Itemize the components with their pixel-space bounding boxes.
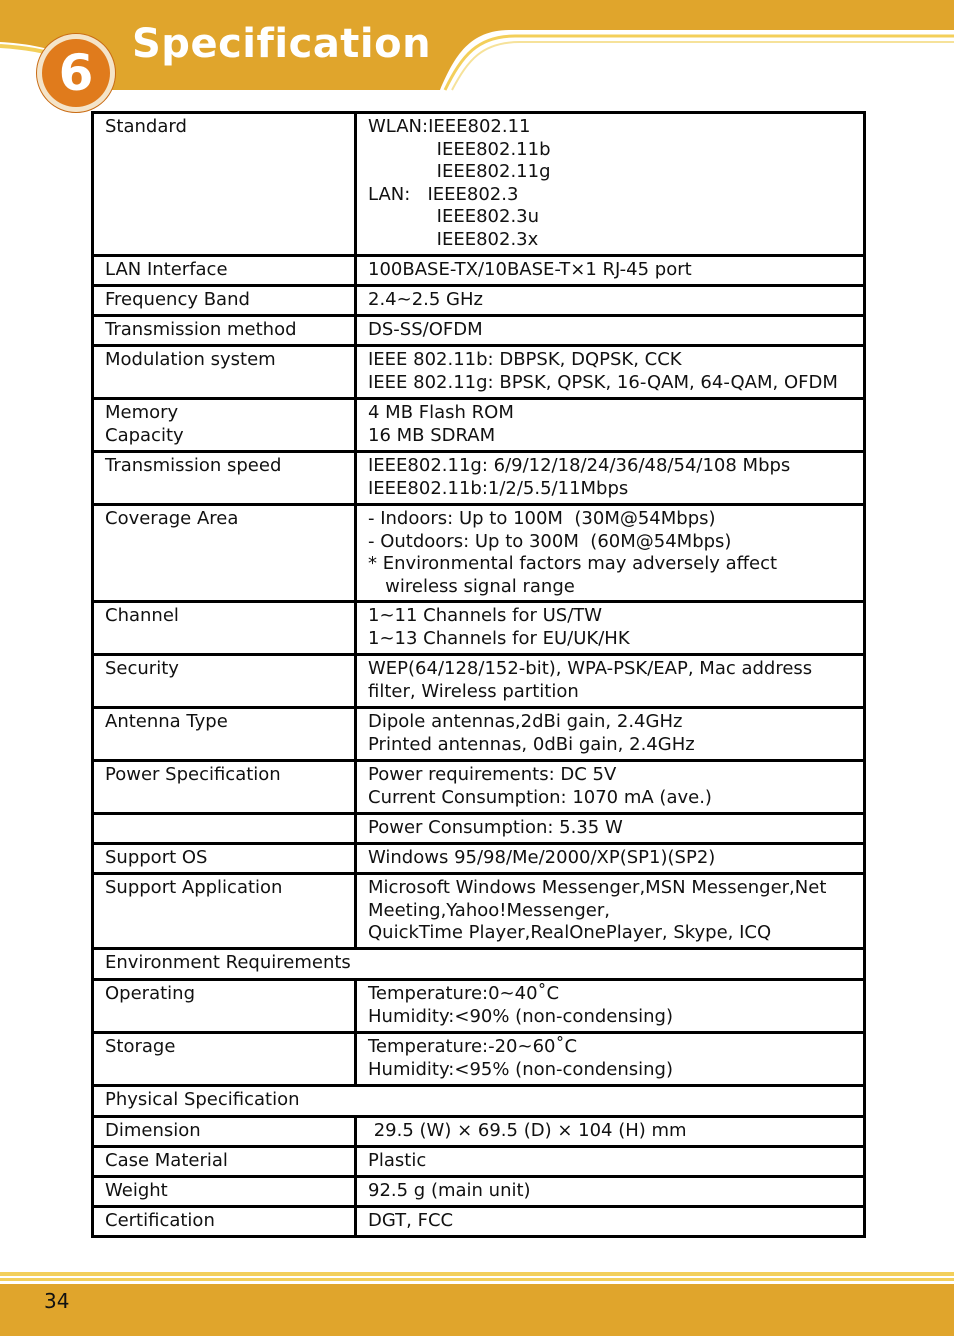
spec-value: DGT, FCC — [356, 1207, 865, 1237]
spec-value: Power Consumption: 5.35 W — [356, 814, 865, 844]
table-row — [93, 505, 865, 602]
spec-value: WEP(64/128/152-bit), WPA-PSK/EAP, Mac address filter, Wireless partition — [356, 655, 865, 708]
physical-heading: Physical Specification — [93, 1086, 865, 1117]
table-row — [93, 1177, 865, 1207]
spec-label: Transmission speed — [93, 452, 356, 505]
table-row — [93, 113, 865, 256]
spec-value: 1~11 Channels for US/TW 1~13 Channels for EU/UK/HK — [356, 602, 865, 655]
table-row — [93, 1033, 865, 1086]
chapter-header — [0, 0, 954, 120]
spec-value: 2.4~2.5 GHz — [356, 286, 865, 316]
table-row — [93, 844, 865, 874]
footer-band — [0, 1284, 954, 1336]
spec-label: Modulation system — [93, 346, 356, 399]
spec-value: Windows 95/98/Me/2000/XP(SP1)(SP2) — [356, 844, 865, 874]
spec-label: Support Application — [93, 874, 356, 949]
spec-label: Certification — [93, 1207, 356, 1237]
spec-value: WLAN:IEEE802.11 IEEE802.11b IEEE802.11g LAN: IEEE802.3 IEEE802.3u IEEE802.3x — [356, 113, 865, 256]
table-row — [93, 1117, 865, 1147]
spec-value: 4 MB Flash ROM 16 MB SDRAM — [356, 399, 865, 452]
page-title: Specification — [132, 21, 432, 67]
table-row — [93, 874, 865, 949]
spec-label: Transmission method — [93, 316, 356, 346]
table-row — [93, 256, 865, 286]
spec-label: Operating — [93, 980, 356, 1033]
spec-label: Weight — [93, 1177, 356, 1207]
specification-table — [91, 111, 866, 1238]
table-row — [93, 316, 865, 346]
environment-heading: Environment Requirements — [93, 949, 865, 980]
spec-value: Power requirements: DC 5V Current Consumption: 1070 mA (ave.) — [356, 761, 865, 814]
spec-value: Temperature:0~40˚C Humidity:<90% (non-condensing) — [356, 980, 865, 1033]
spec-label: Security — [93, 655, 356, 708]
spec-label: Standard — [93, 113, 356, 256]
table-row — [93, 1207, 865, 1237]
spec-label: Coverage Area — [93, 505, 356, 602]
spec-label: Frequency Band — [93, 286, 356, 316]
spec-value: - Indoors: Up to 100M (30M@54Mbps) - Outdoors: Up to 300M (60M@54Mbps) * Environmental factors may adversely affect wireless signal range — [356, 505, 865, 602]
table-row — [93, 761, 865, 814]
table-row — [93, 452, 865, 505]
table-row — [93, 655, 865, 708]
spec-label: Antenna Type — [93, 708, 356, 761]
table-row — [93, 980, 865, 1033]
spec-label: Support OS — [93, 844, 356, 874]
spec-label: Memory Capacity — [93, 399, 356, 452]
spec-value: Plastic — [356, 1147, 865, 1177]
footer-accent-line — [0, 1272, 954, 1276]
page-number: 34 — [44, 1289, 70, 1313]
spec-label — [93, 814, 356, 844]
spec-label: Channel — [93, 602, 356, 655]
spec-value: Microsoft Windows Messenger,MSN Messenger,Net Meeting,Yahoo!Messenger, QuickTime Player,RealOnePlayer, Skype, ICQ — [356, 874, 865, 949]
spec-value: 100BASE-TX/10BASE-T×1 RJ-45 port — [356, 256, 865, 286]
spec-value: 92.5 g (main unit) — [356, 1177, 865, 1207]
chapter-badge — [37, 34, 115, 112]
table-row — [93, 814, 865, 844]
spec-value: IEEE 802.11b: DBPSK, DQPSK, CCK IEEE 802.11g: BPSK, QPSK, 16-QAM, 64-QAM, OFDM — [356, 346, 865, 399]
table-row — [93, 346, 865, 399]
table-row — [93, 602, 865, 655]
spec-label: Dimension — [93, 1117, 356, 1147]
section-heading-row — [93, 949, 865, 980]
chapter-number: 6 — [58, 44, 94, 102]
table-row — [93, 399, 865, 452]
footer-accent-line — [0, 1278, 954, 1281]
spec-label: Case Material — [93, 1147, 356, 1177]
table-row — [93, 1147, 865, 1177]
table-row — [93, 286, 865, 316]
table-row — [93, 708, 865, 761]
spec-label: Power Specification — [93, 761, 356, 814]
spec-value: DS-SS/OFDM — [356, 316, 865, 346]
spec-value: Temperature:-20~60˚C Humidity:<95% (non-condensing) — [356, 1033, 865, 1086]
spec-value: IEEE802.11g: 6/9/12/18/24/36/48/54/108 Mbps IEEE802.11b:1/2/5.5/11Mbps — [356, 452, 865, 505]
spec-value: Dipole antennas,2dBi gain, 2.4GHz Printed antennas, 0dBi gain, 2.4GHz — [356, 708, 865, 761]
page-footer — [0, 1272, 954, 1336]
section-heading-row — [93, 1086, 865, 1117]
spec-label: Storage — [93, 1033, 356, 1086]
spec-label: LAN Interface — [93, 256, 356, 286]
spec-value: 29.5 (W) × 69.5 (D) × 104 (H) mm — [356, 1117, 865, 1147]
